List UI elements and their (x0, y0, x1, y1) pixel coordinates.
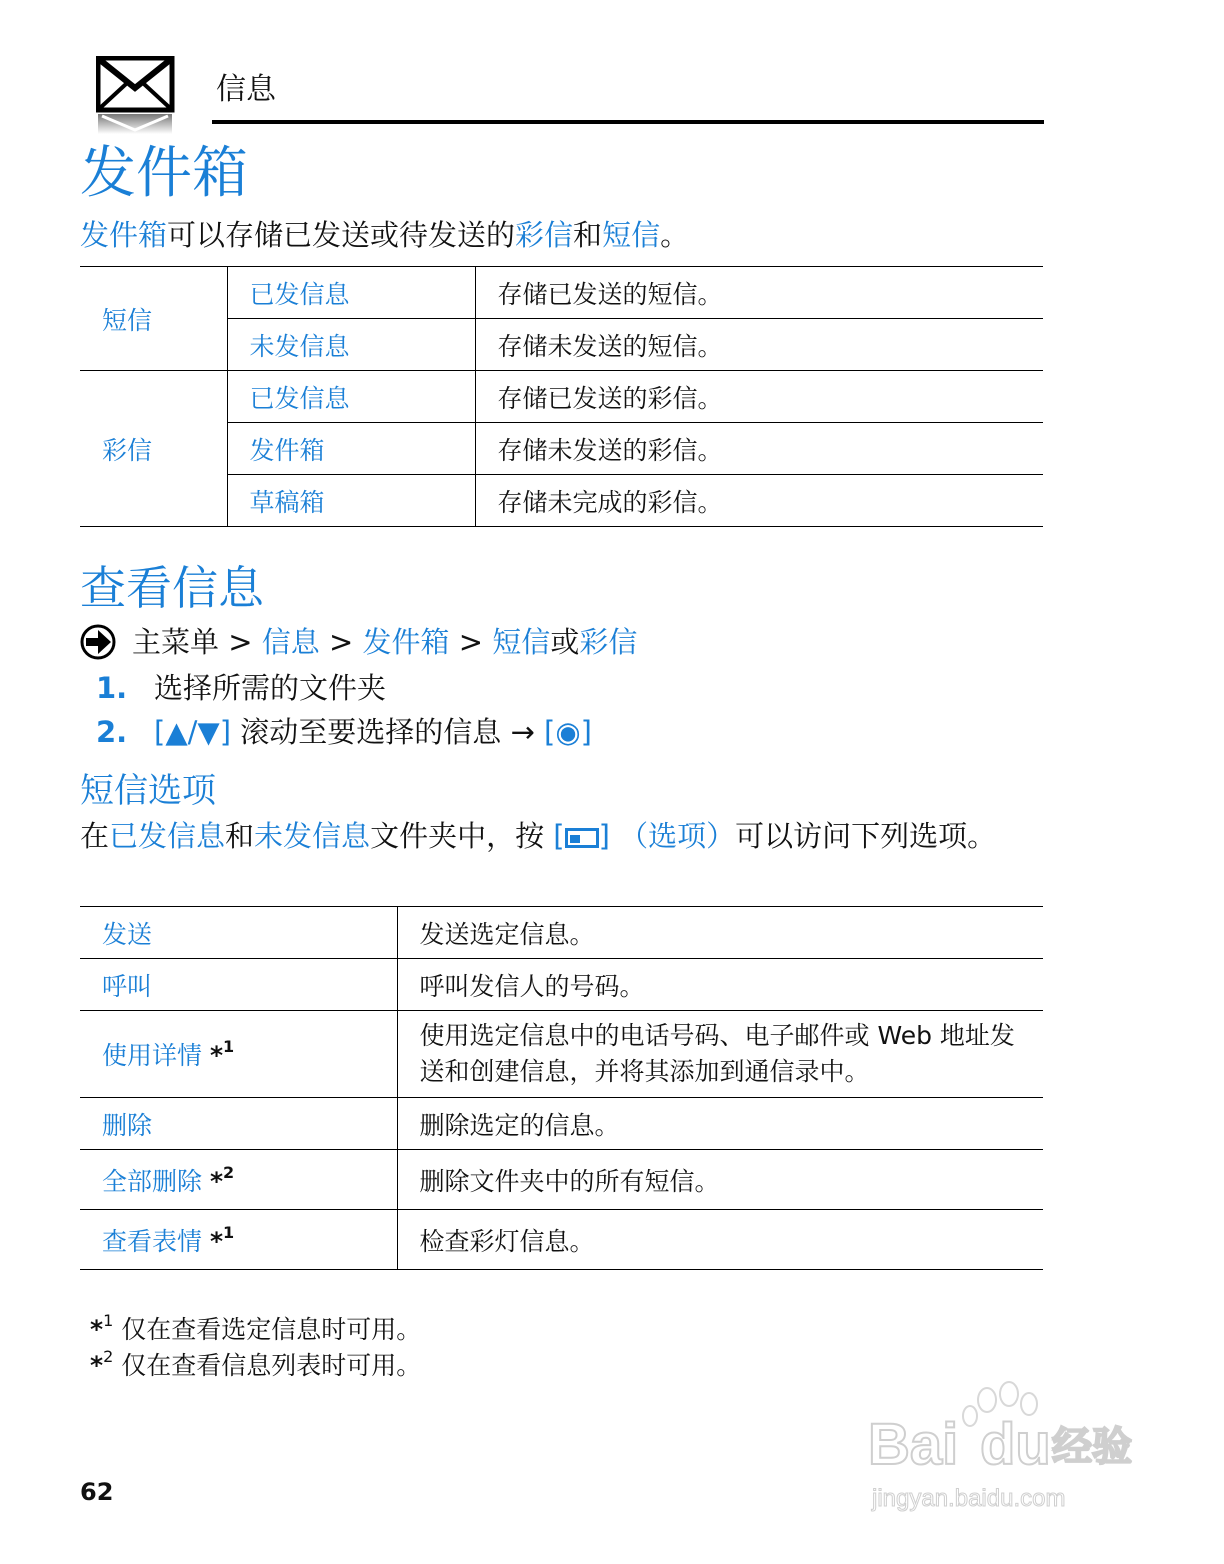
option-desc: 检查彩灯信息。 (397, 1210, 1043, 1270)
option-name: 发送 (80, 907, 397, 959)
option-name: 删除 (80, 1098, 397, 1150)
desc-cell: 存储已发送的短信。 (475, 267, 1043, 319)
baidu-jingyan-watermark (866, 1380, 1156, 1520)
option-name: 呼叫 (80, 959, 397, 1011)
table-row (80, 267, 1043, 319)
folder-cell: 未发信息 (227, 319, 475, 371)
folder-cell: 发件箱 (227, 423, 475, 475)
left-softkey-icon (565, 828, 599, 848)
folder-cell: 已发信息 (227, 267, 475, 319)
desc-cell: 存储未发送的短信。 (475, 319, 1043, 371)
group-cell: 短信 (80, 267, 227, 371)
option-name: 查看表情 *$^1$ (80, 1210, 397, 1270)
table-row (80, 1011, 1043, 1098)
table-row (80, 1150, 1043, 1210)
sms-options-intro: 在已发信息和未发信息文件夹中，按 [ ] （选项）可以访问下列选项。 (80, 819, 997, 853)
option-desc: 发送选定信息。 (397, 907, 1043, 959)
menu-arrow-icon (80, 624, 116, 660)
ok-key: [◉] (544, 715, 592, 749)
step-1: 1. 选择所需的文件夹 (96, 671, 387, 705)
group-cell: 彩信 (80, 371, 227, 527)
folder-cell: 草稿箱 (227, 475, 475, 527)
svg-text:du: du (980, 1412, 1051, 1477)
option-desc: 呼叫发信人的号码。 (397, 959, 1043, 1011)
option-name: 全部删除 *$^2$ (80, 1150, 397, 1210)
option-desc: 使用选定信息中的电话号码、电子邮件或 Web 地址发送和创建信息，并将其添加到通信录中。 (397, 1011, 1043, 1098)
nav-keys: [▲/▼] (154, 715, 232, 749)
view-heading: 查看信息 (80, 561, 264, 615)
table-row (80, 959, 1043, 1011)
menu-path: 主菜单 > 信息 > 发件箱 > 短信 或 彩信 (80, 622, 637, 662)
folder-cell: 已发信息 (227, 371, 475, 423)
footnote-2: *$^2$ 仅在查看信息列表时可用。 (90, 1347, 422, 1380)
sms-options-table (80, 906, 1043, 1270)
page-number: 62 (80, 1478, 114, 1506)
desc-cell: 存储未完成的彩信。 (475, 475, 1043, 527)
outbox-folder-table (80, 266, 1043, 527)
envelope-icon (96, 56, 178, 136)
svg-text:经验: 经验 (1052, 1424, 1132, 1470)
table-row (80, 907, 1043, 959)
outbox-heading: 发件箱 (80, 141, 248, 206)
desc-cell: 存储未发送的彩信。 (475, 423, 1043, 475)
desc-cell: 存储已发送的彩信。 (475, 371, 1043, 423)
outbox-intro: 发件箱可以存储已发送或待发送的彩信和短信。 (80, 218, 690, 252)
option-desc: 删除选定的信息。 (397, 1098, 1043, 1150)
footnote-1: *$^1$ 仅在查看选定信息时可用。 (90, 1311, 422, 1344)
table-row (80, 1210, 1043, 1270)
option-name: 使用详情 *$^1$ (80, 1011, 397, 1098)
table-row (80, 371, 1043, 423)
sms-options-heading: 短信选项 (80, 771, 216, 811)
then-arrow-icon: → (510, 715, 535, 749)
table-row (80, 1098, 1043, 1150)
svg-text:jingyan.baidu.com: jingyan.baidu.com (872, 1485, 1066, 1512)
option-desc: 删除文件夹中的所有短信。 (397, 1150, 1043, 1210)
svg-text:Bai: Bai (868, 1412, 959, 1477)
header-rule (212, 120, 1044, 124)
step-2: 2. [▲/▼] 滚动至要选择的信息 → [◉] (96, 715, 592, 749)
chapter-title: 信息 (216, 72, 276, 107)
